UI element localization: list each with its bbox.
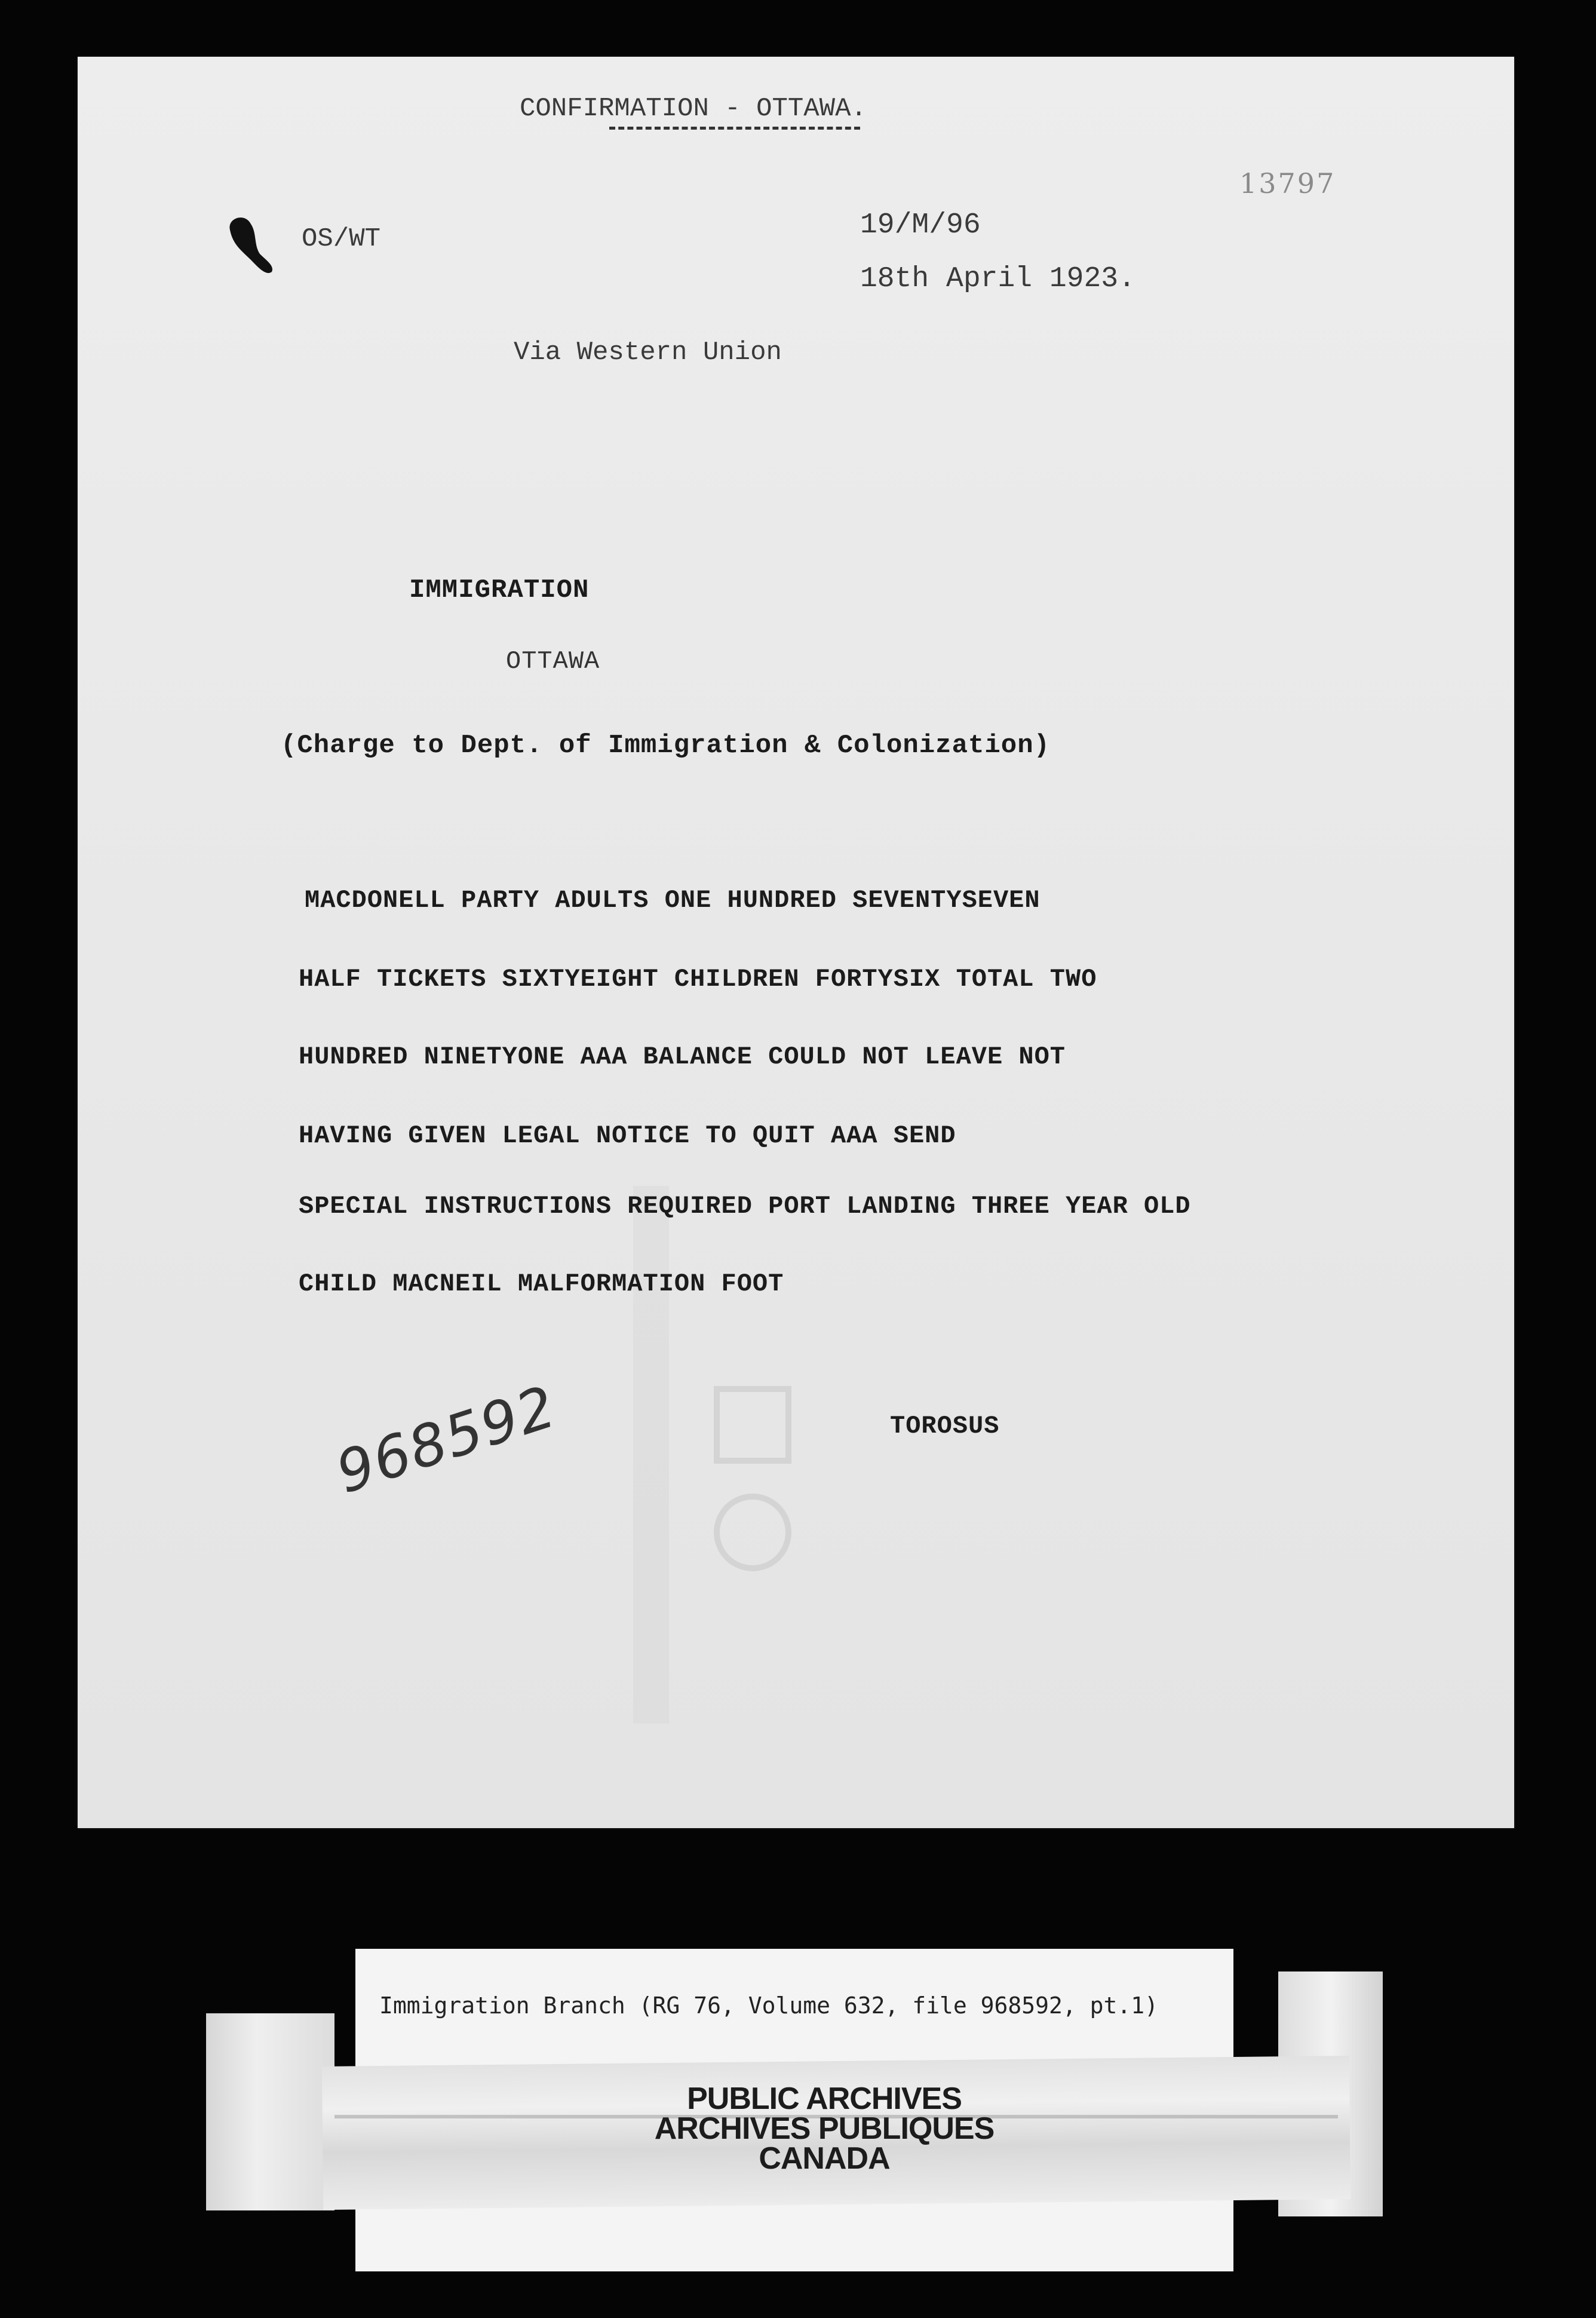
body-line: HAVING GIVEN LEGAL NOTICE TO QUIT AAA SEND <box>299 1121 956 1150</box>
archives-stamp <box>597 2081 1051 2176</box>
body-line: CHILD MACNEIL MALFORMATION FOOT <box>299 1270 784 1298</box>
stamp-number: 13797 <box>1239 167 1336 200</box>
watermark-icon <box>597 1162 908 1789</box>
header-underline <box>609 127 860 130</box>
body-line: MACDONELL PARTY ADULTS ONE HUNDRED SEVENTYSEVEN <box>305 886 1041 915</box>
addressee-city: OTTAWA <box>506 647 600 676</box>
ink-blot-icon <box>224 212 278 278</box>
archive-citation: Immigration Branch (RG 76, Volume 632, file 968592, pt.1) <box>379 1992 1159 2019</box>
signature: TOROSUS <box>890 1412 1000 1440</box>
body-line: HALF TICKETS SIXTYEIGHT CHILDREN FORTYSIX TOTAL TWO <box>299 965 1097 994</box>
document-date: 18th April 1923. <box>860 263 1135 295</box>
stamp-line: PUBLIC ARCHIVES <box>687 2081 962 2116</box>
handwritten-file-number: 968592 <box>329 1373 564 1507</box>
document-header: CONFIRMATION - OTTAWA. <box>520 94 867 124</box>
body-line: SPECIAL INSTRUCTIONS REQUIRED PORT LANDING THREE YEAR OLD <box>299 1192 1191 1221</box>
telegram-document <box>78 57 1514 1828</box>
file-reference: 19/M/96 <box>860 209 981 241</box>
stamp-line: CANADA <box>759 2141 890 2176</box>
addressee: IMMIGRATION <box>409 575 590 605</box>
tape-left <box>206 2013 334 2210</box>
body-line: HUNDRED NINETYONE AAA BALANCE COULD NOT LEAVE NOT <box>299 1043 1066 1071</box>
stamp-line: ARCHIVES PUBLIQUES <box>654 2111 995 2146</box>
routing-line: Via Western Union <box>514 338 782 367</box>
charge-line: (Charge to Dept. of Immigration & Colonization) <box>281 731 1051 761</box>
reference-code: OS/WT <box>302 224 381 254</box>
